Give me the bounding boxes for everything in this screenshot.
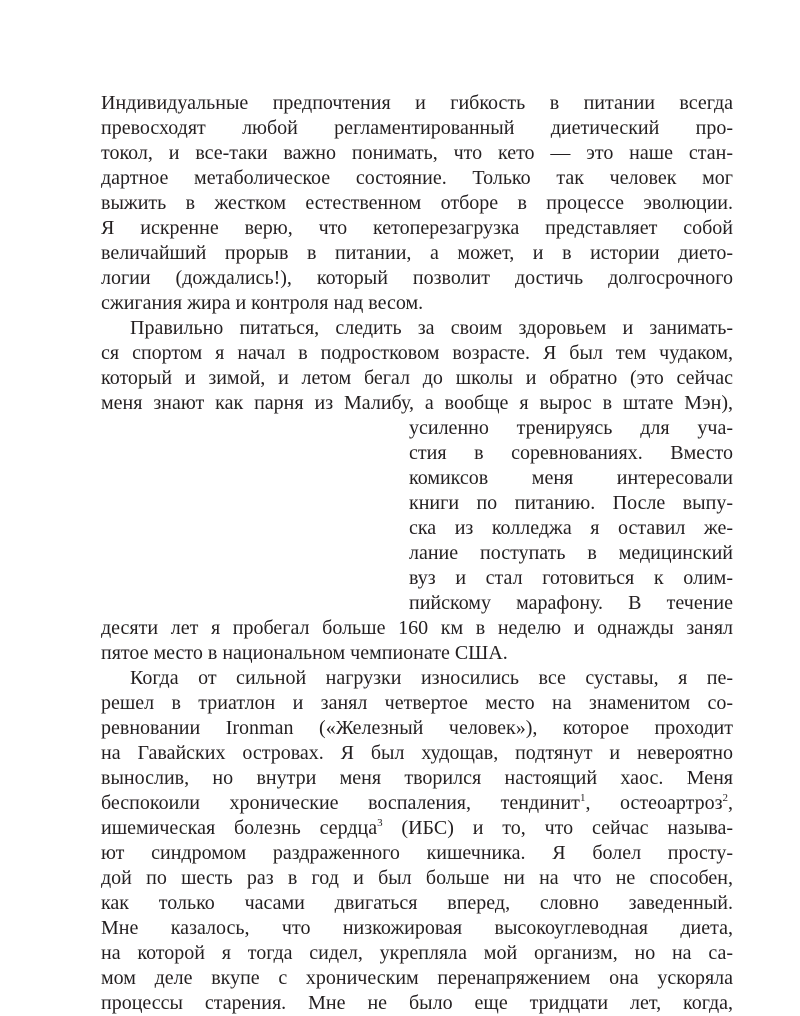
paragraph-line: на которой я тогда сидел, укрепляла мой организм, но на са- [101,942,733,964]
footnote-ref[interactable]: 3 [377,817,383,829]
paragraph-line: стия в соревнованиях. Вместо [409,442,733,464]
paragraph-line: Правильно питаться, следить за своим здоровьем и занимать- [130,317,733,339]
paragraph-line: дой по шесть раз в год и был больше ни на что не способен, [101,867,733,889]
paragraph-line: который и зимой, и летом бегал до школы и обратно (это сейчас [101,367,733,389]
paragraph-line: величайший прорыв в питании, а может, и в истории дието- [101,242,733,264]
paragraph-line: выжить в жестком естественном отборе в процессе эволюции. [101,192,733,214]
paragraph-line: процессы старения. Мне не было еще тридцати лет, когда, [101,992,733,1014]
paragraph-line: ревновании Ironman («Железный человек»), которое проходит [101,717,733,739]
paragraph-line [101,790,733,816]
paragraph-line: ют синдромом раздраженного кишечника. Я болел просту- [101,842,733,864]
paragraph-line: Когда от сильной нагрузки износились все суставы, я пе- [130,667,733,689]
paragraph-line: превосходят любой регламентированный диетический про- [101,117,733,139]
paragraph-line: вуз и стал готовиться к олим- [409,567,733,589]
paragraph-line: логии (дождались!), который позволит достичь долгосрочного [101,267,733,289]
paragraph-line: вынослив, но внутри меня творился настоящий хаос. Меня [101,767,733,789]
paragraph-line: лание поступать в медицинский [409,542,733,564]
paragraph-line: как только часами двигаться вперед, словно заведенный. [101,892,733,914]
paragraph-line: ска из колледжа я оставил же- [409,517,733,539]
paragraph-line: книги по питанию. После выпу- [409,492,733,514]
line-text: ишемическая болезнь сердца [101,817,378,839]
paragraph-line: дартное метаболическое состояние. Только так человек мог [101,167,733,189]
paragraph-line: Мне казалось, что низкожировая высокоуглеводная диета, [101,917,733,939]
paragraph-line: Я искренне верю, что кетоперезагрузка представляет собой [101,217,733,239]
line-text: (ИБС) и то, что сейчас называ- [382,817,733,839]
paragraph-line: пятое место в национальном чемпионате США. [101,642,508,664]
paragraph-line: на Гавайских островах. Я был худощав, подтянут и невероятно [101,742,733,764]
paragraph-line: ся спортом я начал в подростковом возрасте. Я был тем чудаком, [101,342,733,364]
paragraph-line: комиксов меня интересовали [409,467,733,489]
paragraph-line: мом деле вкупе с хроническим перенапряжением она ускоряла [101,967,733,989]
paragraph-line: десяти лет я пробегал больше 160 км в неделю и однажды занял [101,617,733,639]
line-text: , остеоартроз [585,792,723,814]
paragraph-line [101,815,733,841]
footnote-ref[interactable]: 2 [722,792,728,804]
paragraph-line: сжигания жира и контроля над весом. [101,292,424,314]
paragraph-line: пийскому марафону. В течение [409,592,733,614]
paragraph-line: токол, и все-таки важно понимать, что кето — это наше стан- [101,142,733,164]
paragraph-line: меня знают как парня из Малибу, а вообще я вырос в штате Мэн), [101,392,733,414]
paragraph-line: Индивидуальные предпочтения и гибкость в питании всегда [101,92,733,114]
line-text: , [728,792,733,814]
footnote-ref[interactable]: 1 [579,792,586,804]
paragraph-line: усиленно тренируясь для уча- [409,417,733,439]
paragraph-line: решел в триатлон и занял четвертое место на знаменитом со- [101,692,733,714]
line-text: беспокоили хронические воспаления, тендинит [101,792,580,814]
